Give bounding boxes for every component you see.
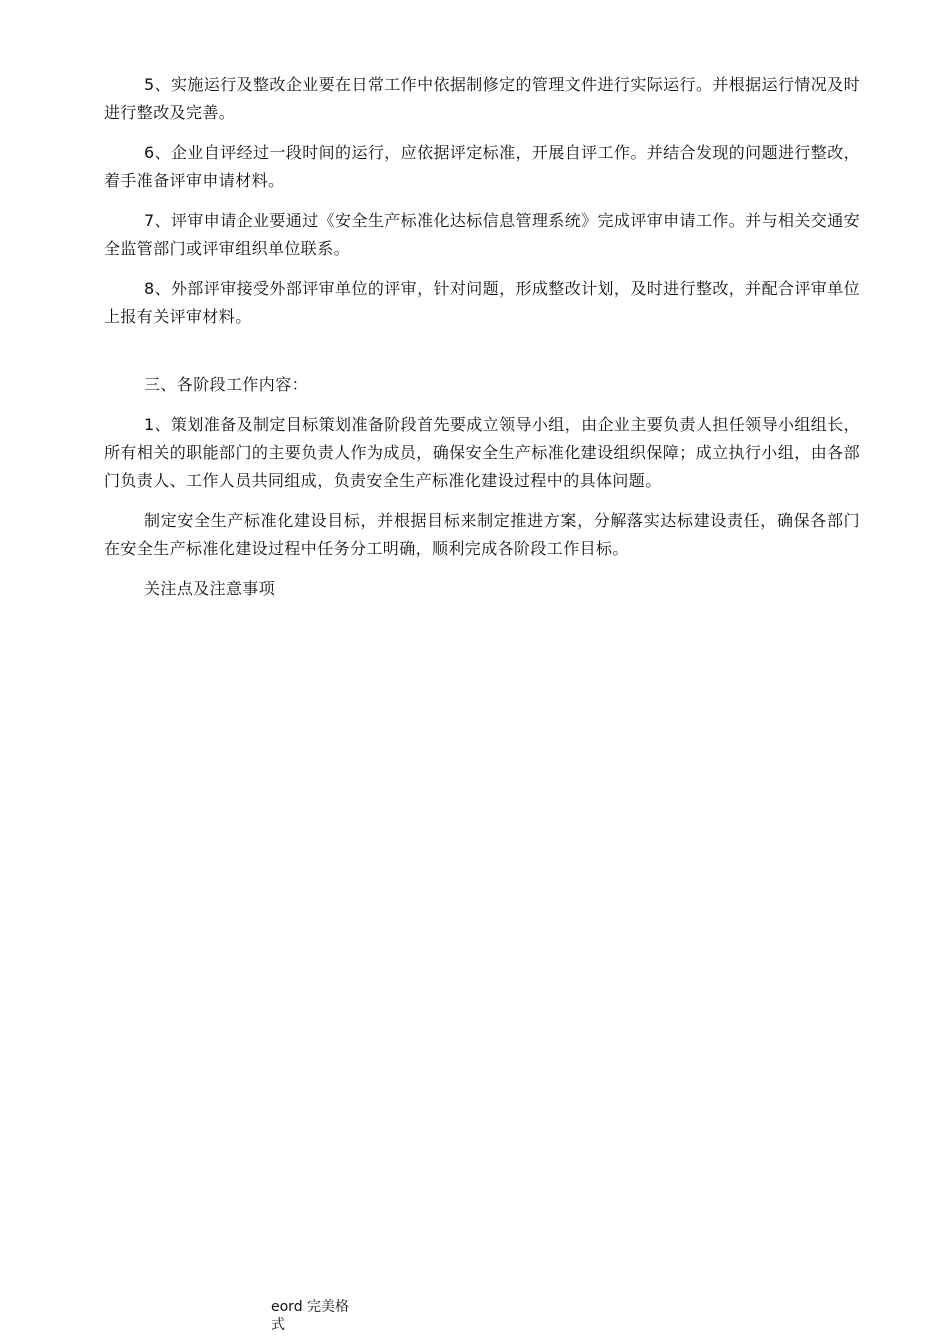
step-6-paragraph: 6、企业自评经过一段时间的运行，应依据评定标准，开展自评工作。并结合发现的问题进行整改，着手准备评审申请材料。 [104,143,860,190]
section-paragraph-planning: 1、策划准备及制定目标策划准备阶段首先要成立领导小组，由企业主要负责人担任领导小组组长，所有相关的职能部门的主要负责人作为成员，确保安全生产标准化建设组织保障；成立执行小组，由各部门负责人、工作人员共同组成，负责安全生产标准化建设过程中的具体问题。 [104,415,860,490]
section-heading: 三、各阶段工作内容： [144,375,309,394]
section-gap [104,343,860,371]
document-body [104,71,860,615]
step-8-paragraph: 8、外部评审接受外部评审单位的评审，针对问题，形成整改计划，及时进行整改，并配合评审单位上报有关评审材料。 [104,279,860,326]
section-paragraph-attention: 关注点及注意事项 [144,579,276,598]
step-5-paragraph: 5、实施运行及整改企业要在日常工作中依据制修定的管理文件进行实际运行。并根据运行情况及时进行整改及完善。 [104,75,860,122]
section-paragraph-goals: 制定安全生产标准化建设目标，并根据目标来制定推进方案，分解落实达标建设责任，确保各部门在安全生产标准化建设过程中任务分工明确，顺利完成各阶段工作目标。 [104,511,860,558]
page-footer: eord 完美格式 [271,1299,350,1333]
step-7-paragraph: 7、评审申请企业要通过《安全生产标准化达标信息管理系统》完成评审申请工作。并与相关交通安全监管部门或评审组织单位联系。 [104,211,860,258]
